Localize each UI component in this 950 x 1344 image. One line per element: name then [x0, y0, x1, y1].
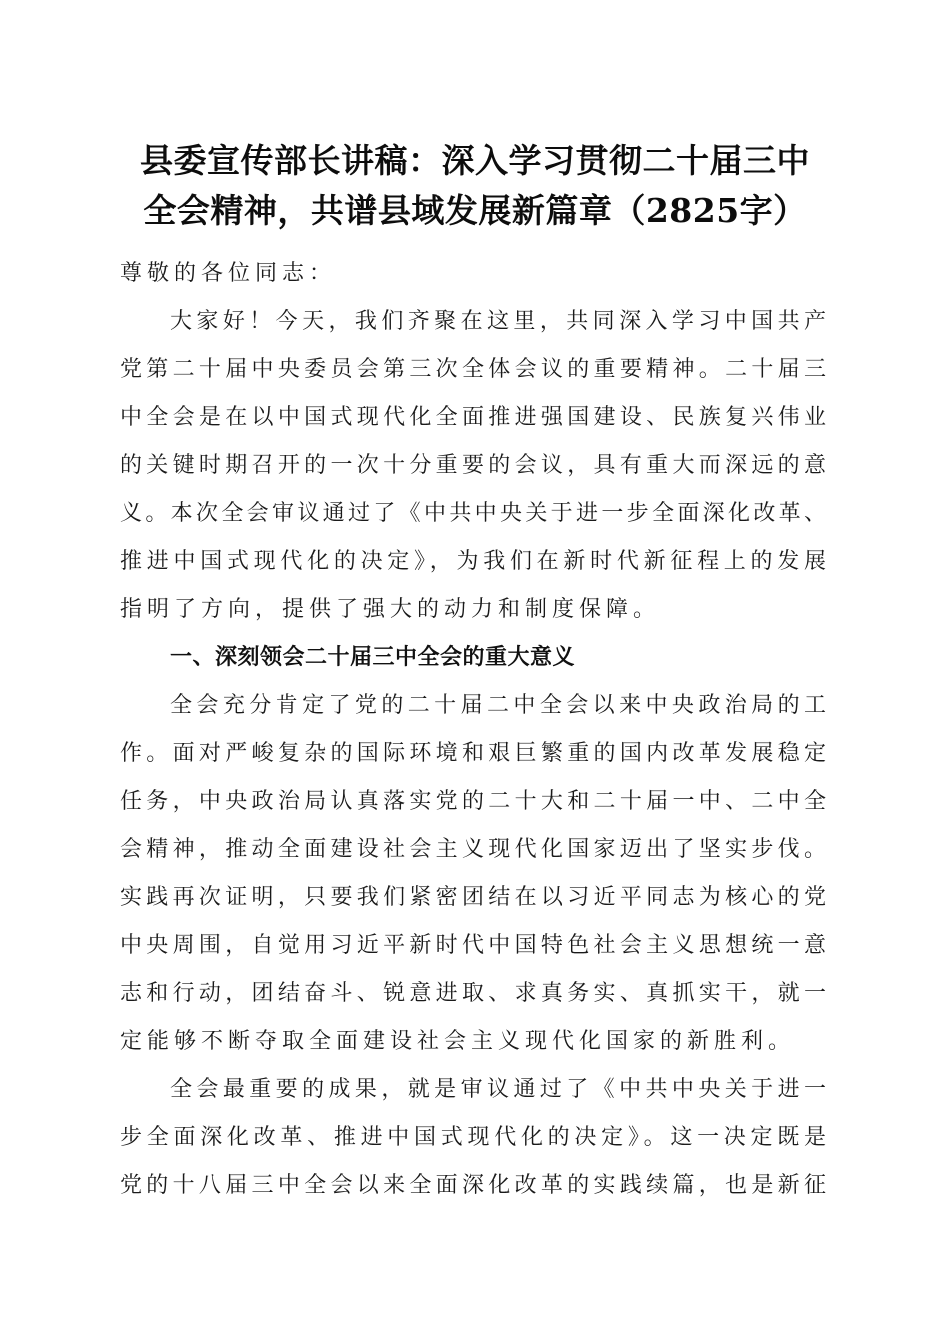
paragraph-line: 的关键时期召开的一次十分重要的会议，具有重大而深远的意 [120, 453, 826, 478]
paragraph-line: 指明了方向，提供了强大的动力和制度保障。 [120, 597, 661, 622]
document-body [120, 250, 826, 1210]
paragraph-line: 志和行动，团结奋斗、锐意进取、求真务实、真抓实干，就一 [120, 981, 826, 1006]
paragraph-line: 中全会是在以中国式现代化全面推进强国建设、民族复兴伟业 [120, 405, 826, 430]
paragraph-intro [120, 298, 826, 634]
paragraph-line: 定能够不断夺取全面建设社会主义现代化国家的新胜利。 [120, 1029, 796, 1054]
paragraph-line: 实践再次证明，只要我们紧密团结在以习近平同志为核心的党 [120, 885, 826, 910]
paragraph-line: 党第二十届中央委员会第三次全体会议的重要精神。二十届三 [120, 357, 826, 382]
paragraph-line: 全会最重要的成果，就是审议通过了《中共中央关于进一 [170, 1077, 826, 1102]
paragraph-line: 大家好！今天，我们齐聚在这里，共同深入学习中国共产 [170, 309, 826, 334]
paragraph-line: 步全面深化改革、推进中国式现代化的决定》。这一决定既是 [120, 1125, 826, 1150]
paragraph-line: 推进中国式现代化的决定》，为我们在新时代新征程上的发展 [120, 549, 826, 574]
paragraph-outcome [120, 1066, 826, 1210]
section-heading: 一、深刻领会二十届三中全会的重大意义 [170, 645, 576, 670]
title-line-2: 全会精神，共谱县域发展新篇章（2825字） [143, 191, 807, 230]
paragraph-line: 作。面对严峻复杂的国际环境和艰巨繁重的国内改革发展稳定 [120, 741, 826, 766]
document-title [100, 136, 850, 236]
paragraph-line: 义。本次全会审议通过了《中共中央关于进一步全面深化改革、 [120, 501, 826, 526]
title-line-1: 县委宣传部长讲稿：深入学习贯彻二十届三中 [140, 141, 810, 180]
paragraph-line: 会精神，推动全面建设社会主义现代化国家迈出了坚实步伐。 [120, 837, 826, 862]
paragraph-line: 任务，中央政治局认真落实党的二十大和二十届一中、二中全 [120, 789, 826, 814]
paragraph-line: 全会充分肯定了党的二十届二中全会以来中央政治局的工 [170, 693, 826, 718]
paragraph-line: 中央周围，自觉用习近平新时代中国特色社会主义思想统一意 [120, 933, 826, 958]
salutation: 尊敬的各位同志： [120, 261, 337, 286]
paragraph-significance [120, 682, 826, 1066]
paragraph-line: 党的十八届三中全会以来全面深化改革的实践续篇，也是新征 [120, 1173, 826, 1198]
